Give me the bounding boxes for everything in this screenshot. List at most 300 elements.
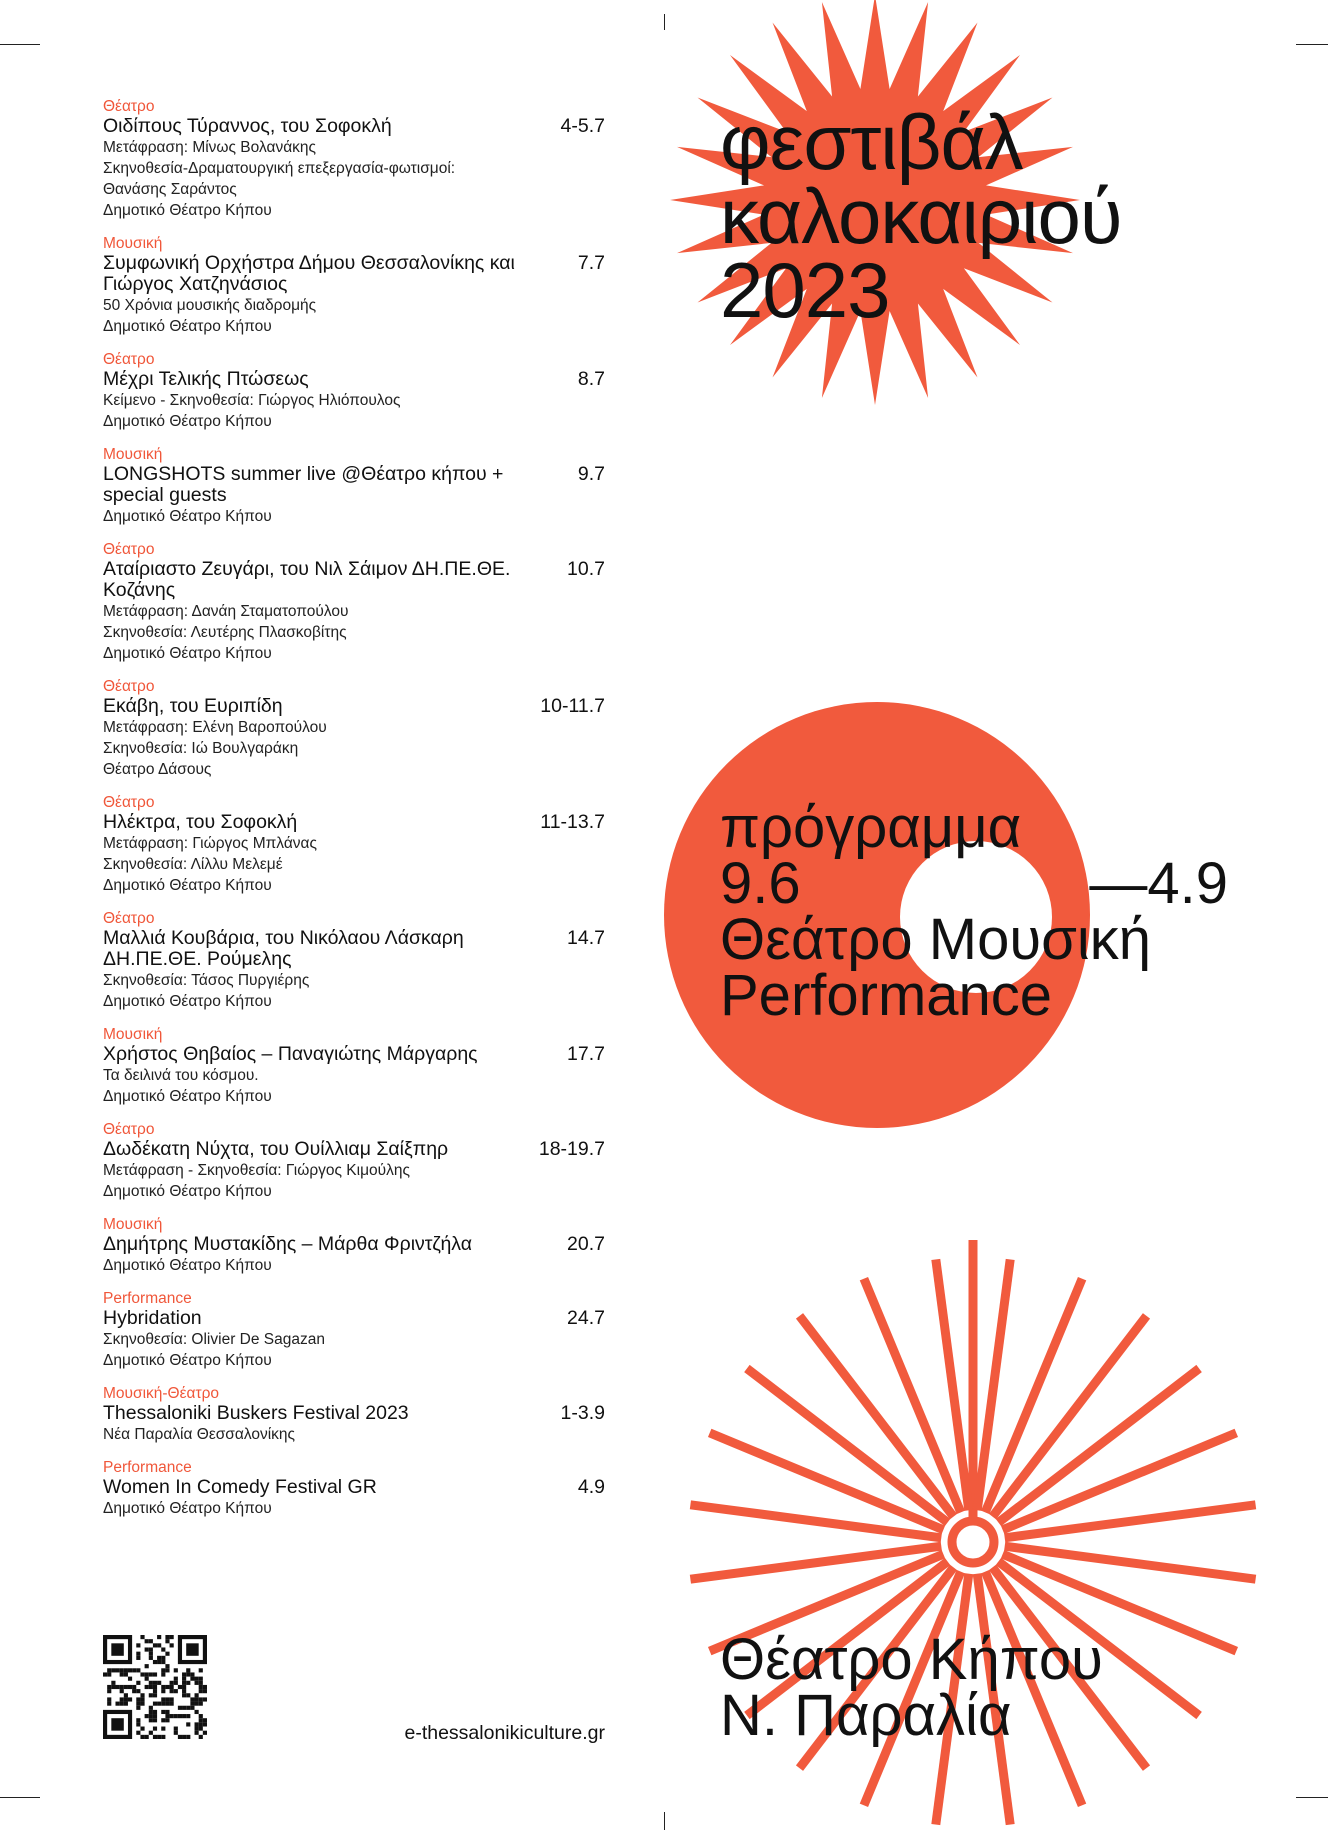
event-date: 10.7: [567, 558, 605, 580]
qr-module: [145, 1685, 149, 1689]
qr-module: [132, 1668, 136, 1672]
qr-module: [182, 1681, 186, 1685]
qr-module: [153, 1727, 157, 1731]
program-event: [103, 541, 605, 664]
qr-module: [203, 1718, 207, 1722]
qr-module: [153, 1710, 157, 1714]
qr-module: [186, 1693, 190, 1697]
qr-module: [165, 1718, 169, 1722]
event-detail: Σκηνοθεσία: Τάσος Πυργιέρης: [103, 972, 310, 989]
event-detail: Δημοτικό Θέατρο Κήπου: [103, 413, 272, 430]
event-detail: Μετάφραση - Σκηνοθεσία: Γιώργος Κιμούλης: [103, 1162, 410, 1179]
qr-module: [149, 1718, 153, 1722]
event-category: Θέατρο: [103, 794, 155, 811]
event-category: Μουσική: [103, 1026, 163, 1043]
qr-module: [199, 1718, 203, 1722]
qr-module: [149, 1681, 153, 1685]
qr-module: [157, 1635, 161, 1639]
event-title: Αταίριαστο Ζευγάρι, του Νιλ Σάιμον ΔΗ.ΠΕ.ΘΕ. Κοζάνης: [103, 558, 511, 601]
qr-module: [145, 1677, 149, 1681]
qr-module: [170, 1635, 174, 1639]
qr-module: [165, 1664, 169, 1668]
event-title: Μαλλιά Κουβάρια, του Νικόλαου Λάσκαρη ΔΗ.ΠΕ.ΘΕ. Ρούμελης: [103, 927, 464, 970]
event-detail: Σκηνοθεσία: Λευτέρης Πλασκοβίτης: [103, 624, 347, 641]
qr-module: [161, 1656, 165, 1660]
qr-module: [136, 1731, 140, 1735]
event-title: Οιδίπους Τύραννος, του Σοφοκλή: [103, 115, 392, 137]
qr-module: [165, 1714, 169, 1718]
event-title: Συμφωνική Ορχήστρα Δήμου Θεσσαλονίκης και Γιώργος Χατζηνάσιος: [103, 252, 515, 295]
event-detail: Δημοτικό Θέατρο Κήπου: [103, 645, 272, 662]
event-date: 17.7: [567, 1043, 605, 1065]
event-detail: Νέα Παραλία Θεσσαλονίκης: [103, 1426, 295, 1443]
event-detail: Σκηνοθεσία: Olivier De Sagazan: [103, 1331, 325, 1348]
qr-module: [203, 1722, 207, 1726]
qr-module: [186, 1714, 190, 1718]
event-title: LONGSHOTS summer live @Θέατρο κήπου + special guests: [103, 463, 504, 506]
event-detail: Δημοτικό Θέατρο Κήπου: [103, 993, 272, 1010]
event-header: [103, 369, 605, 390]
qr-module: [174, 1668, 178, 1672]
qr-module: [128, 1668, 132, 1672]
event-category: Θέατρο: [103, 98, 155, 115]
qr-module: [149, 1652, 153, 1656]
qr-module: [153, 1735, 157, 1739]
event-detail: 50 Χρόνια μουσικής διαδρομής: [103, 297, 317, 314]
program-event: [103, 1026, 605, 1107]
event-header: [103, 559, 605, 601]
qr-module: [165, 1635, 169, 1639]
qr-module: [111, 1685, 115, 1689]
qr-module: [136, 1697, 140, 1701]
qr-module: [136, 1722, 140, 1726]
qr-module: [124, 1697, 128, 1701]
qr-module: [132, 1689, 136, 1693]
event-detail: Δημοτικό Θέατρο Κήπου: [103, 877, 272, 894]
qr-module: [161, 1727, 165, 1731]
event-date: 7.7: [577, 252, 605, 274]
venue-line: Ν. Παραλία: [720, 1683, 1012, 1748]
event-date: 4-5.7: [560, 115, 605, 137]
qr-module: [157, 1643, 161, 1647]
qr-module: [107, 1697, 111, 1701]
qr-module: [153, 1718, 157, 1722]
qr-module: [195, 1693, 199, 1697]
qr-module: [190, 1702, 194, 1706]
program-event: [103, 1121, 605, 1202]
qr-module: [149, 1672, 153, 1676]
qr-module: [174, 1714, 178, 1718]
program-event: [103, 98, 605, 221]
program-event: [103, 235, 605, 337]
event-category: Performance: [103, 1290, 192, 1307]
qr-module: [107, 1672, 111, 1676]
qr-module: [157, 1702, 161, 1706]
qr-module: [136, 1702, 140, 1706]
qr-module: [120, 1672, 124, 1676]
qr-module: [140, 1697, 144, 1701]
qr-module: [161, 1647, 165, 1651]
headline-line: 2023: [720, 246, 890, 334]
qr-module: [203, 1697, 207, 1701]
qr-module: [153, 1714, 157, 1718]
qr-module: [199, 1735, 203, 1739]
event-detail: Δημοτικό Θέατρο Κήπου: [103, 1500, 272, 1517]
event-header: [103, 1139, 605, 1160]
qr-module: [165, 1652, 169, 1656]
qr-module: [136, 1668, 140, 1672]
qr-module: [161, 1668, 165, 1672]
qr-module: [145, 1639, 149, 1643]
qr-module: [199, 1689, 203, 1693]
qr-module: [149, 1647, 153, 1651]
event-category: Θέατρο: [103, 910, 155, 927]
qr-module: [140, 1635, 144, 1639]
event-title: Women In Comedy Festival GR: [103, 1476, 377, 1498]
qr-module: [136, 1656, 140, 1660]
website-link[interactable]: e-thessalonikiculture.gr: [404, 1722, 605, 1744]
event-date: 18-19.7: [538, 1138, 605, 1160]
qr-module: [107, 1689, 111, 1693]
qr-module: [161, 1735, 165, 1739]
qr-module: [153, 1702, 157, 1706]
qr-module: [186, 1681, 190, 1685]
qr-module: [107, 1685, 111, 1689]
event-header: [103, 116, 605, 137]
qr-module: [195, 1677, 199, 1681]
headline-line: φεστιβάλ: [720, 98, 1023, 186]
qr-module: [153, 1693, 157, 1697]
qr-module: [145, 1647, 149, 1651]
event-header: [103, 696, 605, 717]
qr-module: [153, 1681, 157, 1685]
qr-module: [165, 1702, 169, 1706]
program-event: [103, 678, 605, 780]
qr-module: [103, 1672, 107, 1676]
event-date: 14.7: [567, 927, 605, 949]
event-header: [103, 812, 605, 833]
qr-module: [186, 1643, 198, 1655]
qr-module: [153, 1685, 157, 1689]
headline-line: καλοκαιριού: [720, 172, 1122, 260]
qr-module: [190, 1706, 194, 1710]
event-detail: Σκηνοθεσία: Ιώ Βουλγαράκη: [103, 740, 299, 757]
event-category: Μουσική: [103, 235, 163, 252]
event-header: [103, 1477, 605, 1498]
qr-module: [136, 1643, 140, 1647]
qr-module: [199, 1714, 203, 1718]
qr-module: [145, 1714, 149, 1718]
event-detail: Θανάσης Σαράντος: [103, 181, 237, 198]
event-category: Θέατρο: [103, 541, 155, 558]
event-header: [103, 1308, 605, 1329]
qr-module: [153, 1643, 157, 1647]
qr-module: [186, 1668, 190, 1672]
qr-module: [174, 1689, 178, 1693]
venue-line: Θέατρο Κήπου: [720, 1627, 1103, 1692]
qr-module: [161, 1660, 165, 1664]
qr-module: [124, 1668, 128, 1672]
qr-module: [136, 1681, 140, 1685]
program-event: [103, 1459, 605, 1519]
event-category: Μουσική: [103, 446, 163, 463]
event-category: Μουσική: [103, 1216, 163, 1233]
qr-module: [128, 1677, 132, 1681]
event-detail: Δημοτικό Θέατρο Κήπου: [103, 202, 272, 219]
burst-ray: [800, 1316, 954, 1517]
event-header: [103, 253, 605, 295]
burst-center: [952, 1521, 994, 1563]
event-header: [103, 1234, 605, 1255]
qr-module: [195, 1697, 199, 1701]
qr-module: [161, 1697, 165, 1701]
qr-module: [186, 1706, 190, 1710]
qr-module: [182, 1677, 186, 1681]
event-detail: Δημοτικό Θέατρο Κήπου: [103, 1088, 272, 1105]
event-detail: Σκηνοθεσία: Λίλλυ Μελεμέ: [103, 856, 283, 873]
qr-module: [161, 1672, 165, 1676]
qr-module: [140, 1727, 144, 1731]
qr-module: [182, 1714, 186, 1718]
event-title: Δημήτρης Μυστακίδης – Μάρθα Φριντζήλα: [103, 1233, 473, 1255]
qr-module: [178, 1714, 182, 1718]
qr-module: [203, 1685, 207, 1689]
qr-module: [161, 1718, 165, 1722]
qr-module: [170, 1697, 174, 1701]
event-detail: Μετάφραση: Γιώργος Μπλάνας: [103, 835, 317, 852]
event-title: Δωδέκατη Νύχτα, του Ουίλλιαμ Σαίξπηρ: [103, 1138, 449, 1160]
event-detail: Θέατρο Δάσους: [103, 761, 212, 778]
qr-module: [195, 1702, 199, 1706]
event-header: [103, 928, 605, 970]
qr-module: [199, 1697, 203, 1701]
event-detail: Δημοτικό Θέατρο Κήπου: [103, 1352, 272, 1369]
venue-text: [720, 1627, 1103, 1748]
qr-module: [128, 1685, 132, 1689]
event-date: 1-3.9: [560, 1402, 605, 1424]
qr-module: [140, 1693, 144, 1697]
subtitle-program: πρόγραμμα: [720, 795, 1022, 860]
qr-module: [157, 1656, 161, 1660]
qr-module: [165, 1685, 169, 1689]
qr-module: [186, 1735, 190, 1739]
qr-module: [178, 1706, 182, 1710]
qr-module: [203, 1689, 207, 1693]
qr-module: [190, 1697, 194, 1701]
program-event: [103, 794, 605, 896]
qr-module: [115, 1685, 119, 1689]
program-event: [103, 351, 605, 432]
qr-module: [170, 1685, 174, 1689]
qr-module: [140, 1672, 144, 1676]
event-title: Thessaloniki Buskers Festival 2023: [103, 1402, 409, 1424]
qr-module: [195, 1681, 199, 1685]
qr-module: [182, 1685, 186, 1689]
qr-module: [199, 1722, 203, 1726]
qr-module: [182, 1735, 186, 1739]
burst-ray: [998, 1369, 1199, 1523]
qr-module: [136, 1718, 140, 1722]
qr-module: [120, 1702, 124, 1706]
event-category: Θέατρο: [103, 1121, 155, 1138]
event-category: Θέατρο: [103, 351, 155, 368]
qr-module: [161, 1689, 165, 1693]
qr-module: [165, 1639, 169, 1643]
event-category: Θέατρο: [103, 678, 155, 695]
qr-module: [190, 1672, 194, 1676]
event-detail: Δημοτικό Θέατρο Κήπου: [103, 508, 272, 525]
qr-module: [182, 1693, 186, 1697]
qr-module: [149, 1706, 153, 1710]
qr-module: [170, 1702, 174, 1706]
qr-module: [174, 1677, 178, 1681]
subtitle-dates: [720, 851, 1228, 916]
qr-module: [186, 1672, 190, 1676]
qr-module: [199, 1702, 203, 1706]
qr-module: [149, 1710, 153, 1714]
qr-module: [132, 1685, 136, 1689]
event-date: 8.7: [577, 368, 605, 390]
qr-module: [120, 1685, 124, 1689]
qr-module: [174, 1727, 178, 1731]
qr-module: [115, 1702, 119, 1706]
qr-module: [111, 1668, 115, 1672]
event-category: Performance: [103, 1459, 192, 1476]
qr-module: [145, 1735, 149, 1739]
event-title: Hybridation: [103, 1307, 202, 1329]
qr-module: [178, 1685, 182, 1689]
event-date: 10-11.7: [540, 695, 605, 717]
program-event: [103, 446, 605, 527]
event-header: [103, 464, 605, 506]
event-date: 20.7: [567, 1233, 605, 1255]
date-end: —4.9: [1089, 851, 1228, 916]
qr-module: [195, 1710, 199, 1714]
event-date: 9.7: [577, 463, 605, 485]
qr-module: [145, 1672, 149, 1676]
event-date: 4.9: [577, 1476, 605, 1498]
qr-module: [149, 1685, 153, 1689]
qr-module: [161, 1702, 165, 1706]
qr-module: [111, 1681, 115, 1685]
qr-module: [120, 1697, 124, 1701]
qr-module: [107, 1668, 111, 1672]
qr-module: [120, 1689, 124, 1693]
qr-code-icon[interactable]: [103, 1635, 207, 1739]
qr-module: [140, 1702, 144, 1706]
event-detail: Μετάφραση: Ελένη Βαροπούλου: [103, 719, 327, 736]
qr-module: [170, 1681, 174, 1685]
qr-module: [136, 1706, 140, 1710]
qr-module: [186, 1722, 190, 1726]
event-category: Μουσική-Θέατρο: [103, 1385, 220, 1402]
qr-module: [174, 1681, 178, 1685]
qr-module: [145, 1664, 149, 1668]
qr-module: [157, 1660, 161, 1664]
qr-module: [149, 1656, 153, 1660]
subtitle-performance: Performance: [720, 963, 1053, 1028]
qr-module: [136, 1689, 140, 1693]
qr-module: [157, 1735, 161, 1739]
qr-module: [178, 1735, 182, 1739]
event-header: [103, 1403, 605, 1424]
qr-module: [195, 1722, 199, 1726]
event-detail: Δημοτικό Θέατρο Κήπου: [103, 1183, 272, 1200]
qr-module: [107, 1702, 111, 1706]
qr-module: [153, 1689, 157, 1693]
qr-module: [111, 1718, 123, 1730]
program-event: [103, 1290, 605, 1371]
qr-module: [161, 1685, 165, 1689]
event-header: [103, 1044, 605, 1065]
event-detail: Μετάφραση: Μίνως Βολανάκης: [103, 139, 316, 156]
program-event: [103, 1385, 605, 1445]
event-detail: Δημοτικό Θέατρο Κήπου: [103, 318, 272, 335]
burst-ray: [993, 1316, 1147, 1517]
qr-module: [174, 1731, 178, 1735]
qr-module: [182, 1672, 186, 1676]
qr-module: [199, 1677, 203, 1681]
qr-module: [149, 1639, 153, 1643]
program-event: [103, 1216, 605, 1276]
qr-module: [195, 1731, 199, 1735]
qr-module: [199, 1681, 203, 1685]
qr-module: [157, 1681, 161, 1685]
event-detail: Δημοτικό Θέατρο Κήπου: [103, 1257, 272, 1274]
subtitle-genres: Θεάτρο Μουσική: [720, 907, 1152, 972]
event-detail: Κείμενο - Σκηνοθεσία: Γιώργος Ηλιόπουλος: [103, 392, 401, 409]
qr-module: [165, 1668, 169, 1672]
event-title: Μέχρι Τελικής Πτώσεως: [103, 368, 309, 390]
program-list: [103, 98, 605, 1533]
qr-module: [149, 1731, 153, 1735]
qr-module: [128, 1697, 132, 1701]
qr-module: [182, 1706, 186, 1710]
qr-module: [165, 1710, 169, 1714]
qr-module: [124, 1702, 128, 1706]
qr-module: [124, 1685, 128, 1689]
qr-module: [199, 1668, 203, 1672]
qr-module: [165, 1697, 169, 1701]
qr-module: [124, 1672, 128, 1676]
qr-module: [140, 1735, 144, 1739]
qr-module: [124, 1693, 128, 1697]
qr-module: [190, 1677, 194, 1681]
qr-module: [153, 1660, 157, 1664]
qr-module: [199, 1727, 203, 1731]
qr-module: [136, 1652, 140, 1656]
qr-module: [199, 1685, 203, 1689]
qr-module: [115, 1668, 119, 1672]
qr-module: [203, 1731, 207, 1735]
event-date: 11-13.7: [540, 811, 605, 833]
event-detail: Τα δειλινά του κόσμου.: [103, 1067, 259, 1084]
program-subtitle: [720, 795, 1230, 1028]
event-title: Ηλέκτρα, του Σοφοκλή: [103, 811, 298, 833]
qr-module: [149, 1693, 153, 1697]
qr-module: [170, 1643, 174, 1647]
qr-module: [195, 1727, 199, 1731]
event-title: Χρήστος Θηβαίος – Παναγιώτης Μάργαρης: [103, 1043, 478, 1065]
qr-module: [111, 1643, 123, 1655]
festival-headline: [720, 98, 1122, 334]
qr-module: [120, 1668, 124, 1672]
event-date: 24.7: [567, 1307, 605, 1329]
qr-module: [153, 1672, 157, 1676]
qr-module: [170, 1714, 174, 1718]
event-title: Εκάβη, του Ευριπίδη: [103, 695, 283, 717]
event-detail: Σκηνοθεσία-Δραματουργική επεξεργασία-φωτισμοί:: [103, 160, 456, 177]
